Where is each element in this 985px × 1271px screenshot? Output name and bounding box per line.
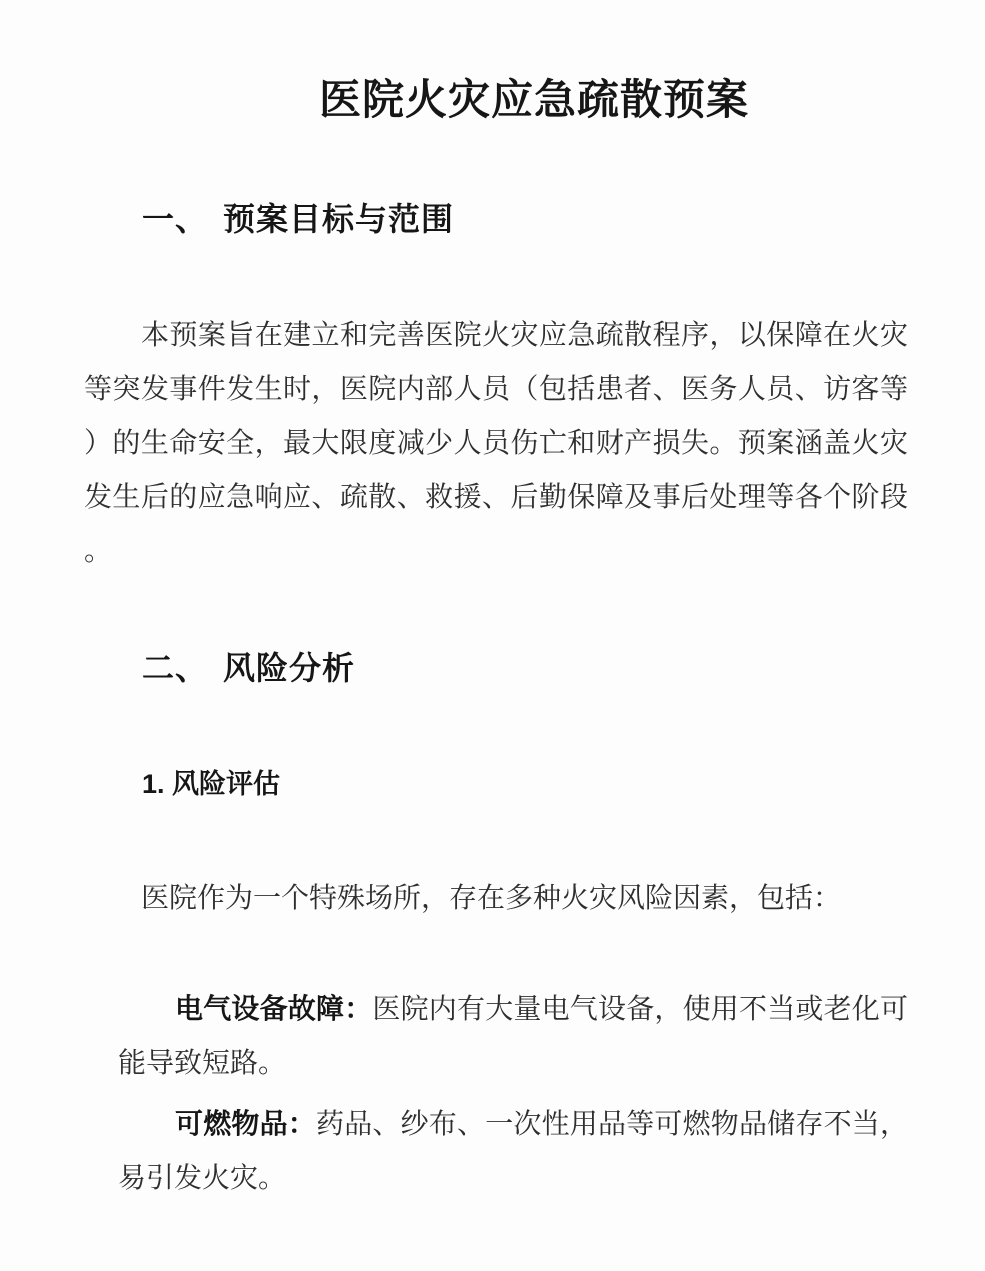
- risk-item-label: 可燃物品：: [175, 1108, 316, 1139]
- section-2-heading: [142, 646, 908, 690]
- paragraph-line: 医院作为一个特殊场所，存在多种火灾风险因素，包括：: [141, 883, 842, 914]
- risk-item-first-line: [118, 982, 908, 1037]
- section-1-heading: [142, 197, 908, 241]
- paragraph-line: 等突发事件发生时，医院内部人员（包括患者、医务人员、访客等: [84, 374, 908, 405]
- risk-item-text: 医院内有大量电气设备，使用不当或老化可: [372, 994, 908, 1025]
- section-1-heading-text: 预案目标与范围: [223, 201, 455, 237]
- subsection-1-heading: 1. 风险评估: [142, 769, 281, 799]
- section-2-heading-text: 风险分析: [223, 650, 356, 686]
- document-title: 医院火灾应急疏散预案: [318, 76, 749, 123]
- paragraph-line: ）的生命安全，最大限度减少人员伤亡和财产损失。预案涵盖火灾: [84, 428, 908, 459]
- risk-item-first-line: [118, 1097, 908, 1152]
- risk-item-label: 电气设备故障：: [175, 993, 373, 1024]
- risk-item-text: 药品、纱布、一次性用品等可燃物品储存不当，: [316, 1109, 908, 1140]
- paragraph-line: 发生后的应急响应、疏散、救援、后勤保障及事后处理等各个阶段: [84, 482, 908, 513]
- risk-item-electrical: [118, 982, 908, 1091]
- risk-intro-paragraph: [84, 872, 908, 926]
- risk-item-second-line: 能导致短路。: [118, 1048, 287, 1079]
- section-1-paragraph: [84, 309, 908, 579]
- risk-item-combustibles: [118, 1097, 908, 1206]
- risk-item-second-line: 易引发火灾。: [118, 1163, 287, 1194]
- section-2-number: 二、: [142, 650, 209, 686]
- paragraph-line: 本预案旨在建立和完善医院火灾应急疏散程序，以保障在火灾: [141, 320, 908, 351]
- paragraph-line: 。: [84, 536, 113, 567]
- section-1-number: 一、: [142, 201, 209, 237]
